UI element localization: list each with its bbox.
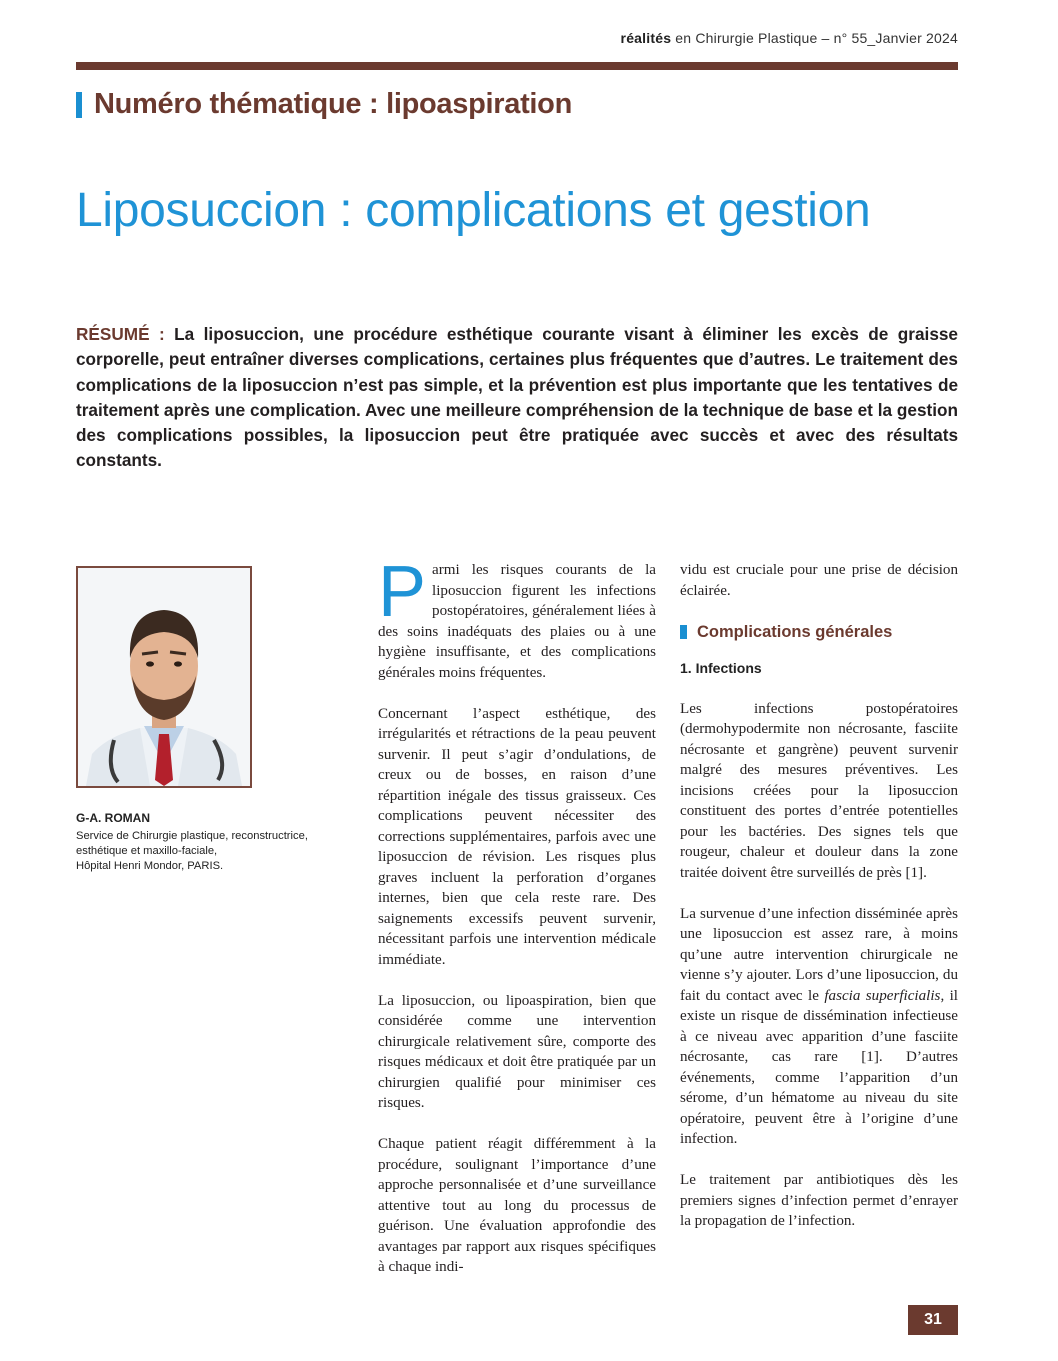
journal-name: réalités [620, 30, 672, 46]
section-rubric [76, 88, 572, 121]
paragraph-text: La survenue d’une infection disséminée après une liposuccion est assez rare, à moins qu’une autre intervention chirurgicale ne vienne s’y ajouter. Lors d’une liposuccion, du fait du contact avec le [680, 905, 958, 1004]
rubric-marker [76, 92, 82, 118]
body-paragraph [378, 552, 656, 683]
body-paragraph: La liposuccion, ou lipoaspiration, bien que considérée comme une intervention chirurgicale relativement sûre, comporte des risques médicaux et doit être pratiquée par un chirurgien qualifié pour minimiser ces risques. [378, 992, 656, 1111]
body-paragraph [680, 904, 958, 1150]
author-affiliation [76, 829, 346, 874]
abstract-label: RÉSUMÉ : [76, 324, 165, 344]
affiliation-line: Hôpital Henri Mondor, PARIS. [76, 860, 224, 872]
body-paragraph: Les infections postopératoires (dermohypodermite non nécrosante, fasciite nécrosante et gangrène) peuvent survenir malgré des mesures préventives. Les incisions créées pour la liposuccion constituent des portes d’entrée potentielles pour les bactéries. Des signes tels que rougeur, chaleur et douleur dans la zone traitée doivent être surveillés de près [1]. [680, 700, 958, 881]
header-rule [76, 62, 958, 70]
body-paragraph: Concernant l’aspect esthétique, des irrégularités et rétractions de la peau peuvent survenir. Il peut s’agir d’ondulations, de creux ou de bosses, en raison d’une répartition inégale des tissus graisseux. Ces complications peuvent nécessiter des corrections supplémentaires, parfois avec une liposuccion de révision. Les risques plus graves incluent la perforation d’organes internes, bien que cela reste rare. Des saignements excessifs peuvent survenir, nécessitant parfois une intervention médicale immédiate. [378, 705, 656, 968]
affiliation-line: esthétique et maxillo-faciale, [76, 845, 218, 857]
section-heading-text: Complications générales [697, 622, 893, 641]
page-number: 31 [908, 1305, 958, 1335]
section-heading [680, 622, 958, 643]
body-column-2 [680, 560, 958, 1252]
abstract-text: La liposuccion, une procédure esthétique courante visant à éliminer les excès de graisse corporelle, peut entraîner diverses complications, certaines plus fréquentes que d’autres. Le traitement des complications de la liposuccion n’est pas simple, et la prévention est plus importante que les tentatives de traitement après une complication. Avec une meilleure compréhension de la technique de base et la gestion des complications possibles, la liposuccion peut être pratiquée avec succès et avec des résultats constants. [76, 324, 958, 471]
abstract [76, 322, 958, 474]
body-column-1 [378, 552, 656, 1298]
author-name: G-A. ROMAN [76, 811, 150, 825]
subsection-heading: 1. Infections [680, 660, 762, 676]
body-paragraph: vidu est cruciale pour une prise de décision éclairée. [680, 562, 958, 599]
author-portrait-image [78, 568, 250, 786]
article-title: Liposuccion : complications et gestion [76, 184, 871, 237]
rubric-label: Numéro thématique : lipoaspiration [94, 88, 573, 120]
issue-info: en Chirurgie Plastique – n° 55_Janvier 2024 [675, 30, 958, 46]
paragraph-text: armi les risques courants de la liposuccion figurent les infections postopératoires, généralement liées à des soins inadéquats des plaies ou à une hygiène insuffisante, et des complications générales moins fréquentes. [378, 562, 656, 681]
drop-cap: P [378, 552, 427, 632]
paragraph-text: , il existe un risque de dissémination infectieuse à ce niveau avec apparition d’une fasciite nécrosante, cas rare [1]. D’autres événements, comme l’apparition d’un sérome, d’un hématome au niveau du site opératoire, peuvent être à l’origine d’une infection. [680, 987, 958, 1147]
running-header [621, 30, 958, 46]
affiliation-line: Service de Chirurgie plastique, reconstructrice, [76, 830, 308, 842]
body-paragraph: Le traitement par antibiotiques dès les premiers signes d’infection permet d’enrayer la propagation de l’infection. [680, 1172, 958, 1229]
italic-term: fascia superficialis [824, 987, 941, 1004]
section-marker [680, 625, 687, 639]
body-paragraph: Chaque patient réagit différemment à la procédure, soulignant l’importance d’une approche personnalisée et d’une surveillance attentive tout au long du processus de guérison. Une évaluation approfondie des avantages par rapport aux risques spécifiques à chaque indi- [378, 1136, 656, 1275]
author-photo [76, 566, 252, 788]
